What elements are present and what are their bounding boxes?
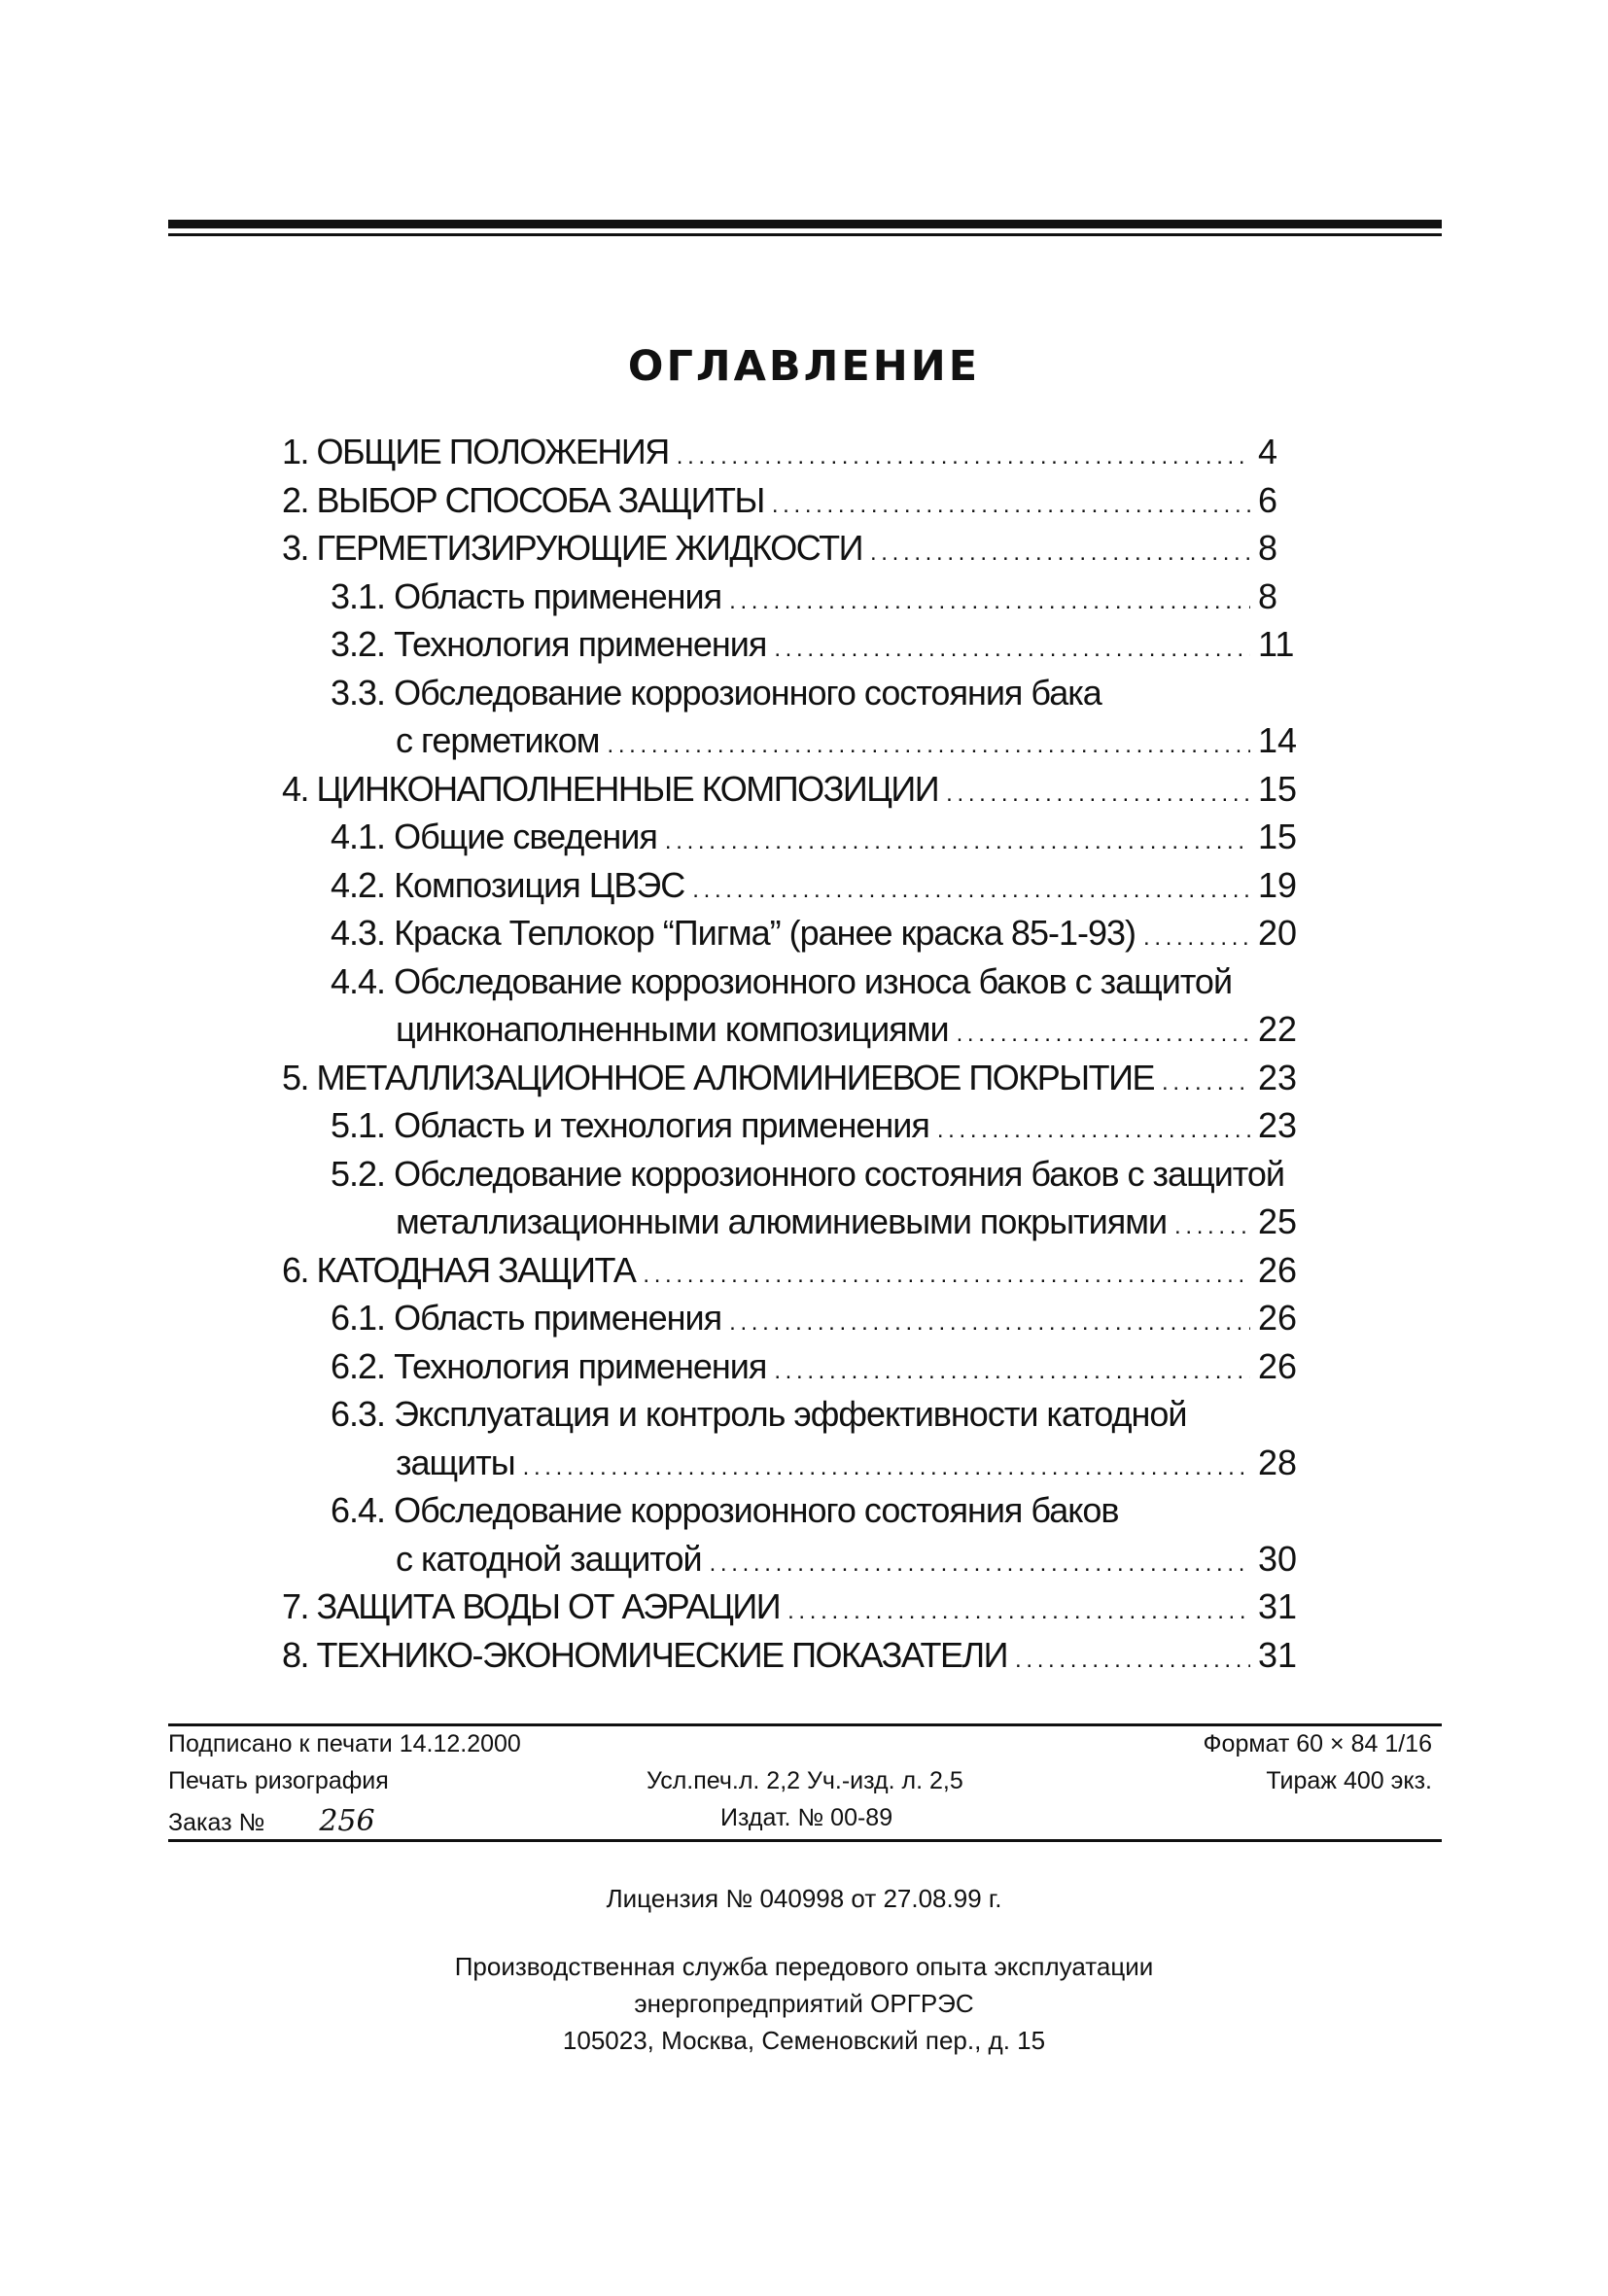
toc-entry-title: Технология применения [394, 1345, 767, 1386]
toc-entry-title: металлизационными алюминиевыми покрытиями [396, 1201, 1168, 1241]
print-run: Тираж 400 экз. [1266, 1767, 1432, 1794]
toc-entry-page: 26 [1258, 1298, 1298, 1338]
toc-entry-title: ЗАЩИТА ВОДЫ ОТ АЭРАЦИИ [316, 1586, 781, 1626]
publisher-line-2: энергопредприятий ОРГРЭС [634, 1989, 974, 2018]
toc-entry [282, 428, 1314, 476]
toc-entry-title: ОБЩИЕ ПОЛОЖЕНИЯ [316, 432, 669, 471]
toc-entry [282, 1583, 1314, 1631]
toc-entry-number: 3.2. [331, 624, 395, 664]
toc-leader-dots [607, 721, 1250, 770]
toc-entry-page: 25 [1258, 1201, 1298, 1241]
publisher-line-3: 105023, Москва, Семеновский пер., д. 15 [562, 2026, 1046, 2055]
toc-entry-number: 4.3. [331, 913, 395, 953]
top-rule-thin [168, 233, 1442, 236]
paper-format: Формат 60 × 84 1/16 [1203, 1730, 1432, 1757]
imprint-row-1 [168, 1726, 1442, 1763]
toc-entry-page: 26 [1258, 1345, 1298, 1386]
toc-leader-dots [870, 529, 1250, 577]
imprint-row-3 [168, 1800, 1442, 1837]
toc-entry-title: Общие сведения [394, 817, 657, 856]
toc-entry-page: 31 [1258, 1586, 1298, 1626]
toc-leader-dots [1174, 1202, 1250, 1251]
toc-entry-title: КАТОДНАЯ ЗАЩИТА [316, 1249, 636, 1290]
toc-entry-title: Обследование коррозионного состояния бака [394, 672, 1101, 713]
toc-entry-title: Область и технология применения [394, 1105, 929, 1145]
toc-entry-page: 23 [1258, 1057, 1298, 1097]
toc-leader-dots [1162, 1059, 1250, 1107]
toc-entry-number: 5.2. [331, 1153, 395, 1194]
toc-entry [282, 620, 1314, 669]
toc-entry-number: 6.4. [331, 1490, 395, 1530]
toc-entry-title: цинконаполненными композициями [396, 1009, 949, 1049]
toc-leader-dots [643, 1251, 1250, 1300]
toc-entry-title: ГЕРМЕТИЗИРУЮЩИЕ ЖИДКОСТИ [316, 528, 862, 568]
toc-entry [282, 1054, 1314, 1102]
toc-entry-page: 26 [1258, 1249, 1298, 1290]
order-number: 256 [319, 1804, 375, 1838]
toc-entry [282, 1246, 1314, 1295]
toc-entry-number: 4.2. [331, 864, 395, 905]
toc-entry-title: ТЕХНИКО-ЭКОНОМИЧЕСКИЕ ПОКАЗАТЕЛИ [316, 1634, 1008, 1675]
toc-leader-dots [729, 577, 1250, 626]
license-line: Лицензия № 040998 от 27.08.99 г. [606, 1884, 1002, 1913]
toc-entry-page: 30 [1258, 1538, 1298, 1579]
toc-entry-title: Краска Теплокор “Пигма” (ранее краска 85-1-93) [394, 913, 1136, 953]
publisher-line-1: Производственная служба передового опыта эксплуатации [454, 1952, 1154, 1981]
toc-entry-number: 8. [282, 1634, 317, 1675]
toc-leader-dots [937, 1106, 1250, 1155]
toc-entry-page: 8 [1258, 528, 1278, 568]
toc-entry-title: ЦИНКОНАПОЛНЕННЫЕ КОМПОЗИЦИИ [316, 768, 939, 809]
toc-entry-page: 19 [1258, 864, 1298, 905]
toc-entry [282, 957, 1314, 1006]
toc-leader-dots [710, 1540, 1250, 1588]
toc-leader-dots [665, 818, 1250, 866]
toc-entry-number: 6. [282, 1249, 317, 1290]
publisher-block [0, 1948, 1608, 2059]
toc-entry-page: 8 [1258, 575, 1278, 616]
toc-entry-number: 4.4. [331, 960, 395, 1001]
toc-entry-number: 6.2. [331, 1345, 395, 1386]
signed-date: Подписано к печати 14.12.2000 [168, 1730, 521, 1757]
toc-entry-number: 2. [282, 479, 317, 520]
toc-entry-title: Композиция ЦВЭС [394, 864, 685, 905]
toc-entry-title: Область применения [394, 1298, 722, 1338]
table-of-contents [282, 428, 1314, 1679]
toc-leader-dots [787, 1587, 1250, 1636]
toc-entry-title: ВЫБОР СПОСОБА ЗАЩИТЫ [316, 479, 764, 520]
imprint-row-2 [168, 1763, 1442, 1800]
toc-entry-title: МЕТАЛЛИЗАЦИОННОЕ АЛЮМИНИЕВОЕ ПОКРЫТИЕ [316, 1057, 1155, 1097]
toc-entry [282, 1390, 1314, 1439]
print-sheets: Усл.печ.л. 2,2 Уч.-изд. л. 2,5 [647, 1767, 963, 1794]
print-method: Печать ризография [168, 1767, 389, 1794]
toc-entry-title: с катодной защитой [396, 1538, 702, 1579]
toc-entry [282, 1101, 1314, 1150]
toc-leader-dots [957, 1010, 1250, 1059]
toc-entry-number: 7. [282, 1586, 317, 1626]
toc-leader-dots [774, 625, 1250, 674]
toc-entry [282, 669, 1314, 717]
toc-entry-page: 4 [1258, 432, 1278, 471]
toc-leader-dots [677, 433, 1250, 481]
toc-entry [282, 1294, 1314, 1342]
toc-entry-title: Обследование коррозионного состояния баков с защитой [394, 1153, 1285, 1194]
toc-entry-title: с герметиком [396, 720, 600, 760]
toc-title: ОГЛАВЛЕНИЕ [627, 342, 981, 391]
toc-entry [282, 1342, 1314, 1391]
toc-entry-page: 11 [1258, 624, 1295, 664]
toc-entry-page: 23 [1258, 1105, 1298, 1145]
toc-entry-page: 15 [1258, 817, 1298, 856]
toc-leader-dots [729, 1299, 1250, 1347]
toc-entry-number: 6.1. [331, 1298, 395, 1338]
toc-entry [282, 861, 1314, 910]
toc-entry-title: Эксплуатация и контроль эффективности катодной [394, 1394, 1187, 1434]
toc-leader-dots [774, 1347, 1250, 1396]
toc-entry [282, 1005, 1314, 1054]
toc-entry-number: 3.1. [331, 575, 395, 616]
top-rule [168, 220, 1442, 236]
toc-entry [282, 1486, 1314, 1535]
toc-entry-title: Обследование коррозионного состояния баков [394, 1490, 1119, 1530]
toc-entry [282, 1631, 1314, 1680]
toc-entry [282, 909, 1314, 957]
toc-entry [282, 1198, 1314, 1246]
toc-leader-dots [523, 1444, 1250, 1492]
toc-entry-page: 15 [1258, 768, 1298, 809]
toc-entry [282, 813, 1314, 861]
toc-entry [282, 1535, 1314, 1583]
toc-entry-title: Обследование коррозионного износа баков с защитой [394, 960, 1233, 1001]
toc-leader-dots [946, 770, 1250, 818]
toc-entry [282, 765, 1314, 814]
toc-entry [282, 1150, 1314, 1199]
toc-entry-page: 22 [1258, 1009, 1298, 1049]
toc-leader-dots [1143, 914, 1250, 962]
order-field [168, 1804, 375, 1838]
toc-entry-title: Область применения [394, 575, 722, 616]
toc-entry-title: защиты [396, 1442, 515, 1482]
toc-entry-number: 6.3. [331, 1394, 395, 1434]
toc-entry-title: Технология применения [394, 624, 767, 664]
imprint-bottom-rule [168, 1839, 1442, 1842]
toc-entry-page: 20 [1258, 913, 1298, 953]
toc-entry [282, 573, 1314, 621]
publication-number: Издат. № 00-89 [720, 1804, 893, 1831]
toc-entry-number: 1. [282, 432, 317, 471]
toc-leader-dots [1015, 1636, 1250, 1685]
imprint-block [168, 1723, 1442, 1842]
top-rule-thick [168, 220, 1442, 228]
toc-entry-page: 31 [1258, 1634, 1298, 1675]
toc-entry-number: 4.1. [331, 817, 395, 856]
toc-entry-number: 3.3. [331, 672, 395, 713]
toc-entry-number: 4. [282, 768, 317, 809]
toc-entry-number: 5.1. [331, 1105, 395, 1145]
toc-entry [282, 716, 1314, 765]
toc-leader-dots [772, 481, 1250, 530]
toc-entry-number: 5. [282, 1057, 317, 1097]
order-label: Заказ № [168, 1809, 265, 1836]
toc-entry-page: 6 [1258, 479, 1278, 520]
toc-entry-number: 3. [282, 528, 317, 568]
toc-entry [282, 524, 1314, 573]
toc-entry [282, 476, 1314, 525]
toc-entry [282, 1439, 1314, 1487]
toc-leader-dots [692, 866, 1250, 915]
toc-entry-page: 28 [1258, 1442, 1298, 1482]
toc-entry-page: 14 [1258, 720, 1298, 760]
